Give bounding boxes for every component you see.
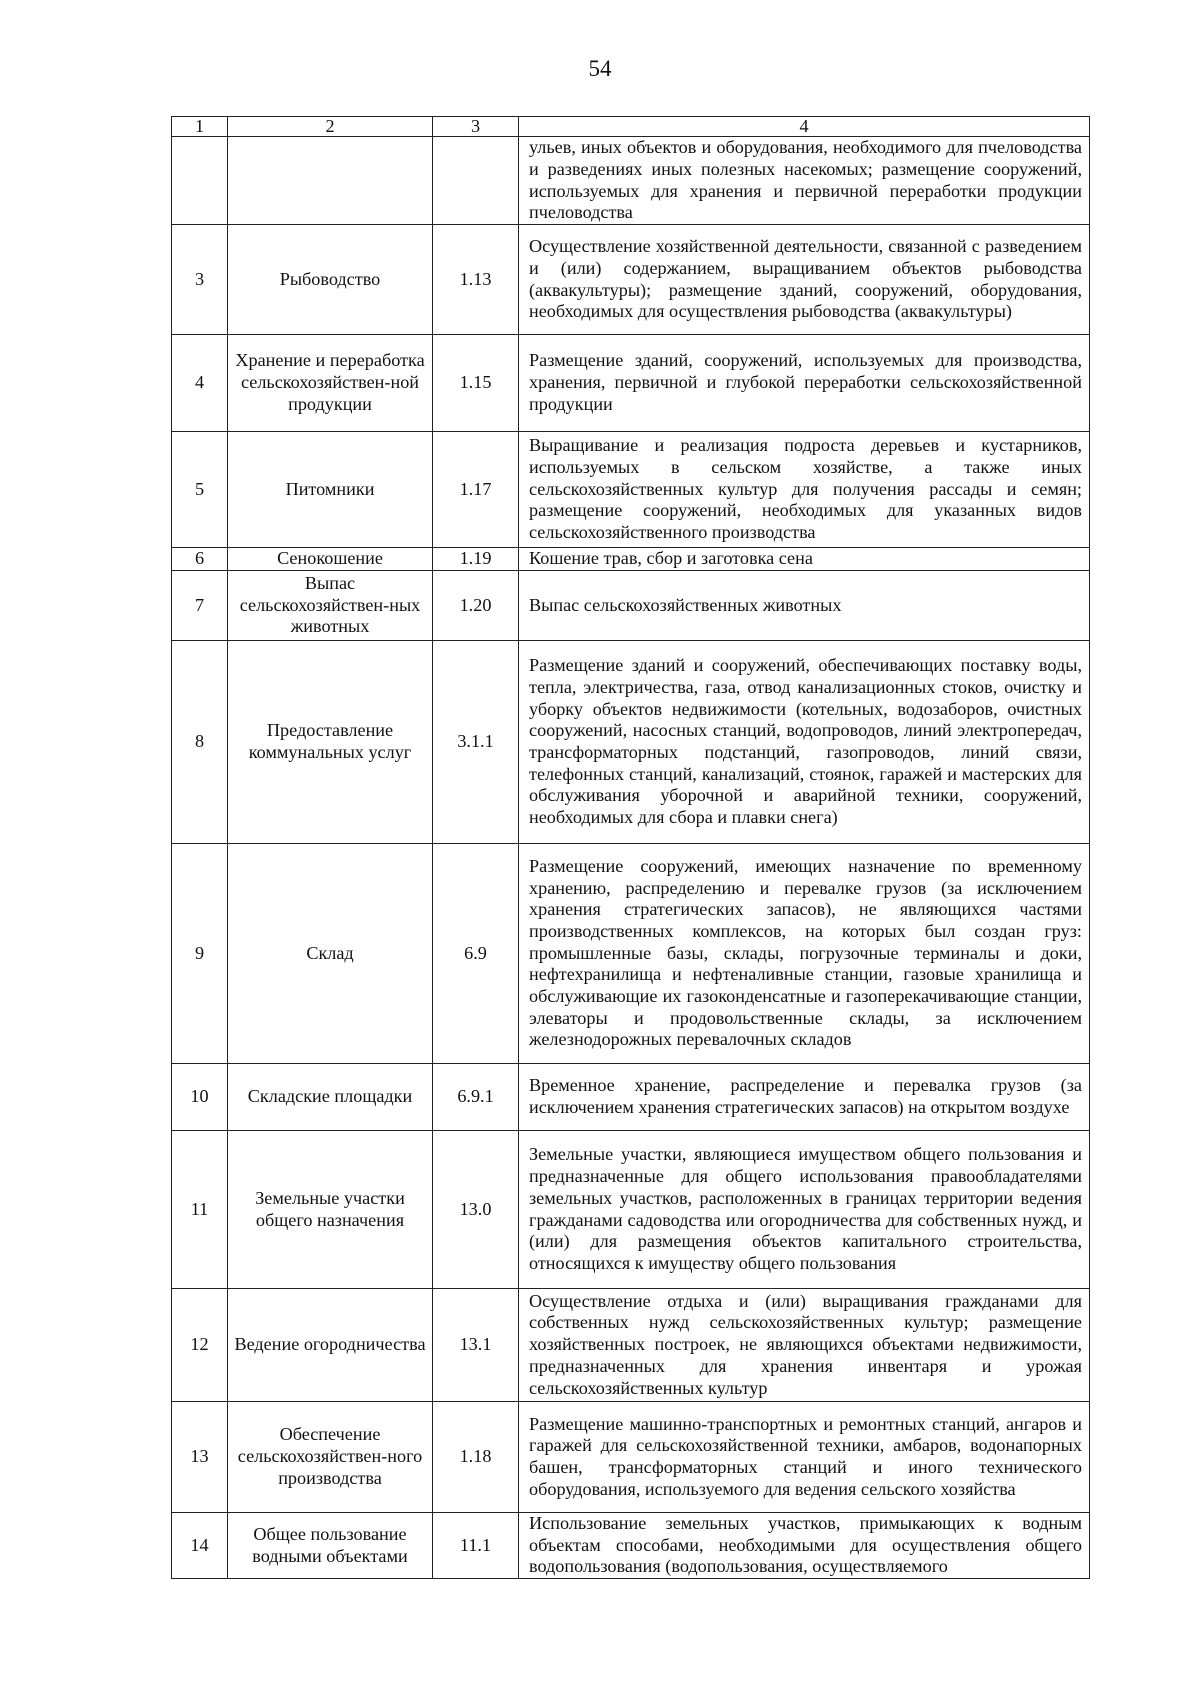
row-number: 10 xyxy=(172,1064,228,1131)
row-name: Предоставление коммунальных услуг xyxy=(228,641,433,844)
row-code: 1.18 xyxy=(433,1402,519,1513)
row-name: Выпас сельскохозяйствен-ных животных xyxy=(228,571,433,641)
table-row xyxy=(172,1064,1090,1131)
row-description: Временное хранение, распределение и перевалка грузов (за исключением хранения стратегических запасов) на открытом воздухе xyxy=(519,1064,1090,1131)
row-code: 11.1 xyxy=(433,1513,519,1579)
row-name: Обеспечение сельскохозяйствен-ного производства xyxy=(228,1402,433,1513)
table-row xyxy=(172,1402,1090,1513)
table-row xyxy=(172,432,1090,548)
table-row xyxy=(172,641,1090,844)
row-number: 9 xyxy=(172,844,228,1064)
row-number: 3 xyxy=(172,225,228,335)
row-description: Земельные участки, являющиеся имуществом общего пользования и предназначенные для общего использования правообладателями земельных участков, расположенных в границах территории ведения гражданами садоводства или огородничества для собственных нужд, и (или) для размещения объектов капитального строительства, относящихся к имуществу общего пользования xyxy=(519,1131,1090,1289)
table-row xyxy=(172,1513,1090,1579)
row-description: Использование земельных участков, примыкающих к водным объектам способами, необходимыми для осуществления общего водопользования (водопользования, осуществляемого xyxy=(519,1513,1090,1579)
table-row xyxy=(172,137,1090,225)
row-description: ульев, иных объектов и оборудования, необходимого для пчеловодства и разведениях иных полезных насекомых; размещение сооружений, используемых для хранения и первичной переработки продукции пчеловодства xyxy=(519,137,1090,225)
row-description: Размещение зданий и сооружений, обеспечивающих поставку воды, тепла, электричества, газа, отвод канализационных стоков, очистку и уборку объектов недвижимости (котельных, водозаборов, очистных сооружений, насосных станций, водопроводов, линий электропередач, трансформаторных подстанций, газопроводов, линий связи, телефонных станций, канализаций, стоянок, гаражей и мастерских для обслуживания уборочной и аварийной техники, сооружений, необходимых для сбора и плавки снега) xyxy=(519,641,1090,844)
table-row xyxy=(172,571,1090,641)
page-bottom-margin xyxy=(0,1606,1200,1704)
row-name: Рыбоводство xyxy=(228,225,433,335)
table-header-row xyxy=(172,117,1090,137)
row-number: 13 xyxy=(172,1402,228,1513)
table-row xyxy=(172,1131,1090,1289)
row-code: 1.20 xyxy=(433,571,519,641)
row-number: 12 xyxy=(172,1289,228,1402)
row-description: Выпас сельскохозяйственных животных xyxy=(519,571,1090,641)
row-description: Размещение зданий, сооружений, используемых для производства, хранения, первичной и глубокой переработки сельскохозяйственной продукции xyxy=(519,335,1090,432)
row-code: 3.1.1 xyxy=(433,641,519,844)
row-number: 4 xyxy=(172,335,228,432)
row-number: 14 xyxy=(172,1513,228,1579)
row-name: Питомники xyxy=(228,432,433,548)
table-row xyxy=(172,1289,1090,1402)
table-row xyxy=(172,844,1090,1064)
header-cell: 3 xyxy=(433,117,519,137)
row-description: Размещение машинно-транспортных и ремонтных станций, ангаров и гаражей для сельскохозяйственной техники, амбаров, водонапорных башен, трансформаторных станций и иного технического оборудования, используемого для ведения сельского хозяйства xyxy=(519,1402,1090,1513)
row-name xyxy=(228,137,433,225)
land-use-table xyxy=(171,116,1090,1579)
row-description: Размещение сооружений, имеющих назначение по временному хранению, распределению и перевалке грузов (за исключением хранения стратегических запасов), не являющихся частями производственных комплексов, на которых был создан груз: промышленные базы, склады, погрузочные терминалы и доки, нефтехранилища и нефтеналивные станции, газовые хранилища и обслуживающие их газоконденсатные и газоперекачивающие станции, элеваторы и продовольственные склады, за исключением железнодорожных перевалочных складов xyxy=(519,844,1090,1064)
row-name: Хранение и переработка сельскохозяйствен-ной продукции xyxy=(228,335,433,432)
row-description: Выращивание и реализация подроста деревьев и кустарников, используемых в сельском хозяйстве, а также иных сельскохозяйственных культур для получения рассады и семян; размещение сооружений, необходимых для указанных видов сельскохозяйственного производства xyxy=(519,432,1090,548)
row-number: 5 xyxy=(172,432,228,548)
row-code: 1.13 xyxy=(433,225,519,335)
table-row xyxy=(172,225,1090,335)
row-description: Кошение трав, сбор и заготовка сена xyxy=(519,548,1090,571)
header-cell: 1 xyxy=(172,117,228,137)
row-code: 1.19 xyxy=(433,548,519,571)
row-description: Осуществление отдыха и (или) выращивания гражданами для собственных нужд сельскохозяйственных культур; размещение хозяйственных построек, не являющихся объектами недвижимости, предназначенных для хранения инвентаря и урожая сельскохозяйственных культур xyxy=(519,1289,1090,1402)
row-code: 6.9.1 xyxy=(433,1064,519,1131)
row-code: 6.9 xyxy=(433,844,519,1064)
row-number: 8 xyxy=(172,641,228,844)
page-number: 54 xyxy=(588,56,612,81)
row-code: 13.1 xyxy=(433,1289,519,1402)
row-name: Общее пользование водными объектами xyxy=(228,1513,433,1579)
row-number: 11 xyxy=(172,1131,228,1289)
row-number: 7 xyxy=(172,571,228,641)
row-name: Сенокошение xyxy=(228,548,433,571)
header-cell: 2 xyxy=(228,117,433,137)
row-code: 13.0 xyxy=(433,1131,519,1289)
row-number xyxy=(172,137,228,225)
row-code: 1.15 xyxy=(433,335,519,432)
row-name: Склад xyxy=(228,844,433,1064)
row-name: Земельные участки общего назначения xyxy=(228,1131,433,1289)
table-row xyxy=(172,548,1090,571)
row-name: Складские площадки xyxy=(228,1064,433,1131)
row-number: 6 xyxy=(172,548,228,571)
row-code: 1.17 xyxy=(433,432,519,548)
table-row xyxy=(172,335,1090,432)
row-name: Ведение огородничества xyxy=(228,1289,433,1402)
row-code xyxy=(433,137,519,225)
header-cell: 4 xyxy=(519,117,1090,137)
row-description: Осуществление хозяйственной деятельности, связанной с разведением и (или) содержанием, выращиванием объектов рыбоводства (аквакультуры); размещение зданий, сооружений, оборудования, необходимых для осуществления рыбоводства (аквакультуры) xyxy=(519,225,1090,335)
